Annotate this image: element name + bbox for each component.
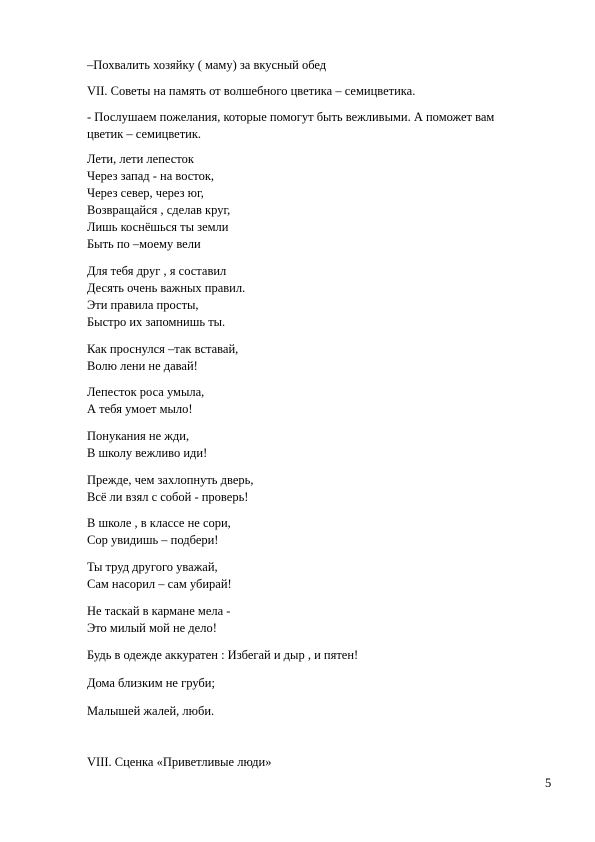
poem-line: Десять очень важных правил.: [87, 281, 246, 295]
stanza-9: [87, 603, 557, 637]
text-line-rudeness: [87, 675, 557, 692]
section-heading: VIII. Сценка «Приветливые люди»: [87, 755, 272, 769]
stanza-1: [87, 151, 557, 253]
stanza-10: [87, 647, 557, 664]
text-line-kids: [87, 703, 557, 720]
poem-line: А тебя умоет мыло!: [87, 402, 193, 416]
stanza-5: [87, 428, 557, 462]
page-number: 5: [545, 776, 552, 790]
stanza-4: [87, 384, 557, 418]
poem-line: Лепесток роса умыла,: [87, 385, 205, 399]
poem-line: В школу вежливо иди!: [87, 446, 208, 460]
poem-line: Для тебя друг , я составил: [87, 264, 227, 278]
poem-line: Не таскай в кармане мела -: [87, 604, 231, 618]
poem-line: Малышей жалей, люби.: [87, 704, 215, 718]
poem-line: Понукания не жди,: [87, 429, 190, 443]
stanza-2: [87, 263, 557, 331]
poem-line: Лишь коснёшься ты земли: [87, 220, 229, 234]
stanza-7: [87, 515, 557, 549]
poem-line: Быть по –моему вели: [87, 237, 201, 251]
poem-line: Лети, лети лепесток: [87, 152, 194, 166]
stanza-3: [87, 341, 557, 375]
poem-line: Быстро их запомнишь ты.: [87, 315, 226, 329]
poem-line: В школе , в классе не сори,: [87, 516, 231, 530]
text-line: –Похвалить хозяйку ( маму) за вкусный обед: [87, 58, 327, 72]
paragraph-intro: [87, 109, 557, 143]
poem-line: Дома близким не груби;: [87, 676, 215, 690]
poem-line: Как проснулся –так вставай,: [87, 342, 239, 356]
poem-line: Будь в одежде аккуратен : Избегай и дыр , и пятен!: [87, 648, 359, 662]
text-line-praise-host: [87, 57, 557, 74]
poem-line: Через запад - на восток,: [87, 169, 215, 183]
stanza-8: [87, 559, 557, 593]
poem-line: Сам насорил – сам убирай!: [87, 577, 232, 591]
poem-line: Ты труд другого уважай,: [87, 560, 218, 574]
stanza-6: [87, 472, 557, 506]
poem-line: Эти правила просты,: [87, 298, 199, 312]
section-heading-vii: [87, 83, 557, 100]
poem-line: Возвращайся , сделав круг,: [87, 203, 231, 217]
poem-line: Прежде, чем захлопнуть дверь,: [87, 473, 254, 487]
poem-line: Через север, через юг,: [87, 186, 204, 200]
poem-line: Всё ли взял с собой - проверь!: [87, 490, 249, 504]
section-heading-viii: [87, 754, 557, 771]
poem-line: Это милый мой не дело!: [87, 621, 217, 635]
paragraph-line: цветик – семицветик.: [87, 127, 202, 141]
paragraph-line: - Послушаем пожелания, которые помогут быть вежливыми. А поможет вам: [87, 110, 495, 124]
section-heading: VII. Советы на память от волшебного цветика – семицветика.: [87, 84, 416, 98]
poem-line: Сор увидишь – подбери!: [87, 533, 219, 547]
poem-line: Волю лени не давай!: [87, 359, 198, 373]
